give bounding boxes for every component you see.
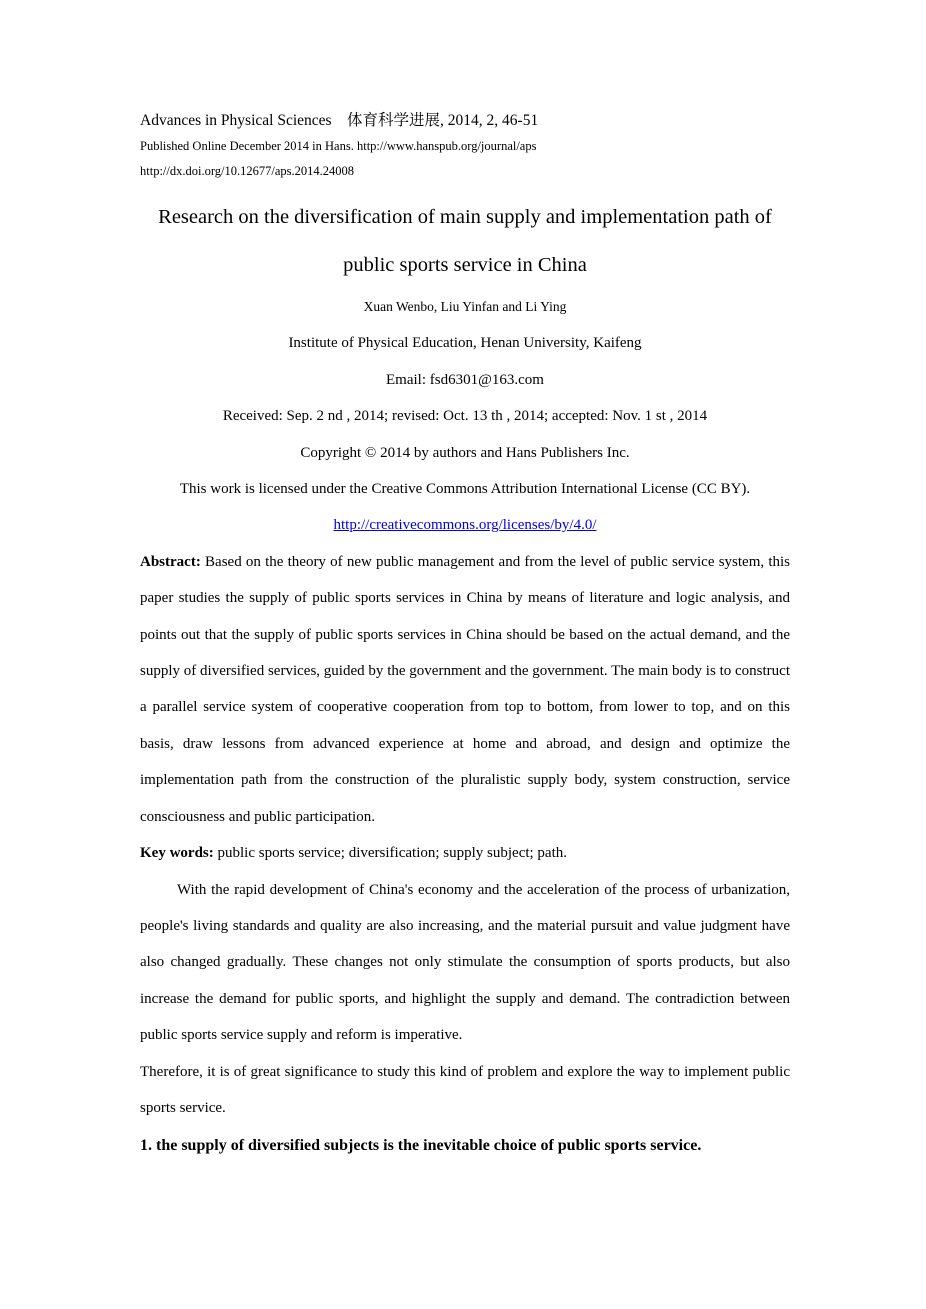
section-1-heading: 1. the supply of diversified subjects is the inevitable choice of public sports service. bbox=[140, 1137, 702, 1155]
body-paragraph-1: With the rapid development of China's economy and the acceleration of the process of urbanization, people's living standards and quality are also increasing, and the material pursuit and value judgment have also changed gradually. These changes not only stimulate the consumption of sports products, but also increase the demand for public sports, and highlight the supply and demand. The contradiction between public sports service supply and reform is imperative. bbox=[140, 881, 790, 1044]
published-online-line: Published Online December 2014 in Hans. http://www.hanspub.org/journal/aps bbox=[140, 139, 537, 153]
abstract-text: Based on the theory of new public management and from the level of public service system, this paper studies the supply of public sports services in China by means of literature and logic analysis, and points out that the supply of public sports services in China should be based on the actual demand, and the supply of diversified services, guided by the government and the government. The main body is to construct a parallel service system of cooperative cooperation from top to bottom, from lower to top, and on this basis, draw lessons from advanced experience at home and abroad, and design and optimize the implementation path from the construction of the pluralistic supply body, system construction, service consciousness and public participation. bbox=[140, 553, 790, 825]
journal-title-line: Advances in Physical Sciences 体育科学进展, 2014, 2, 46-51 bbox=[140, 112, 539, 129]
article-title: Research on the diversification of main supply and implementation path of public sports service in China bbox=[158, 206, 772, 276]
license-statement-line: This work is licensed under the Creative Commons Attribution International License (CC BY). bbox=[179, 481, 751, 498]
license-url-link[interactable]: http://creativecommons.org/licenses/by/4.0/ bbox=[333, 517, 597, 534]
doi-line: http://dx.doi.org/10.12677/aps.2014.24008 bbox=[140, 163, 355, 178]
authors-line: Xuan Wenbo, Liu Yinfan and Li Ying bbox=[363, 299, 567, 314]
email-line: Email: fsd6301@163.com bbox=[386, 371, 544, 388]
received-dates-line: Received: Sep. 2 nd , 2014; revised: Oct. 13 th , 2014; accepted: Nov. 1 st , 2014 bbox=[222, 408, 708, 425]
journal-header bbox=[140, 108, 790, 183]
affiliation-line: Institute of Physical Education, Henan University, Kaifeng bbox=[288, 335, 642, 352]
body-paragraph-2: Therefore, it is of great significance to study this kind of problem and explore the way to implement public sports service. bbox=[140, 1063, 790, 1116]
abstract-label: Abstract: bbox=[140, 553, 201, 570]
keywords-label: Key words: bbox=[140, 845, 214, 862]
abstract-paragraph bbox=[140, 544, 790, 835]
keywords-line bbox=[140, 835, 790, 871]
copyright-line: Copyright © 2014 by authors and Hans Publishers Inc. bbox=[300, 444, 630, 461]
keywords-text: public sports service; diversification; supply subject; path. bbox=[217, 845, 568, 862]
license-link-line bbox=[140, 507, 790, 543]
